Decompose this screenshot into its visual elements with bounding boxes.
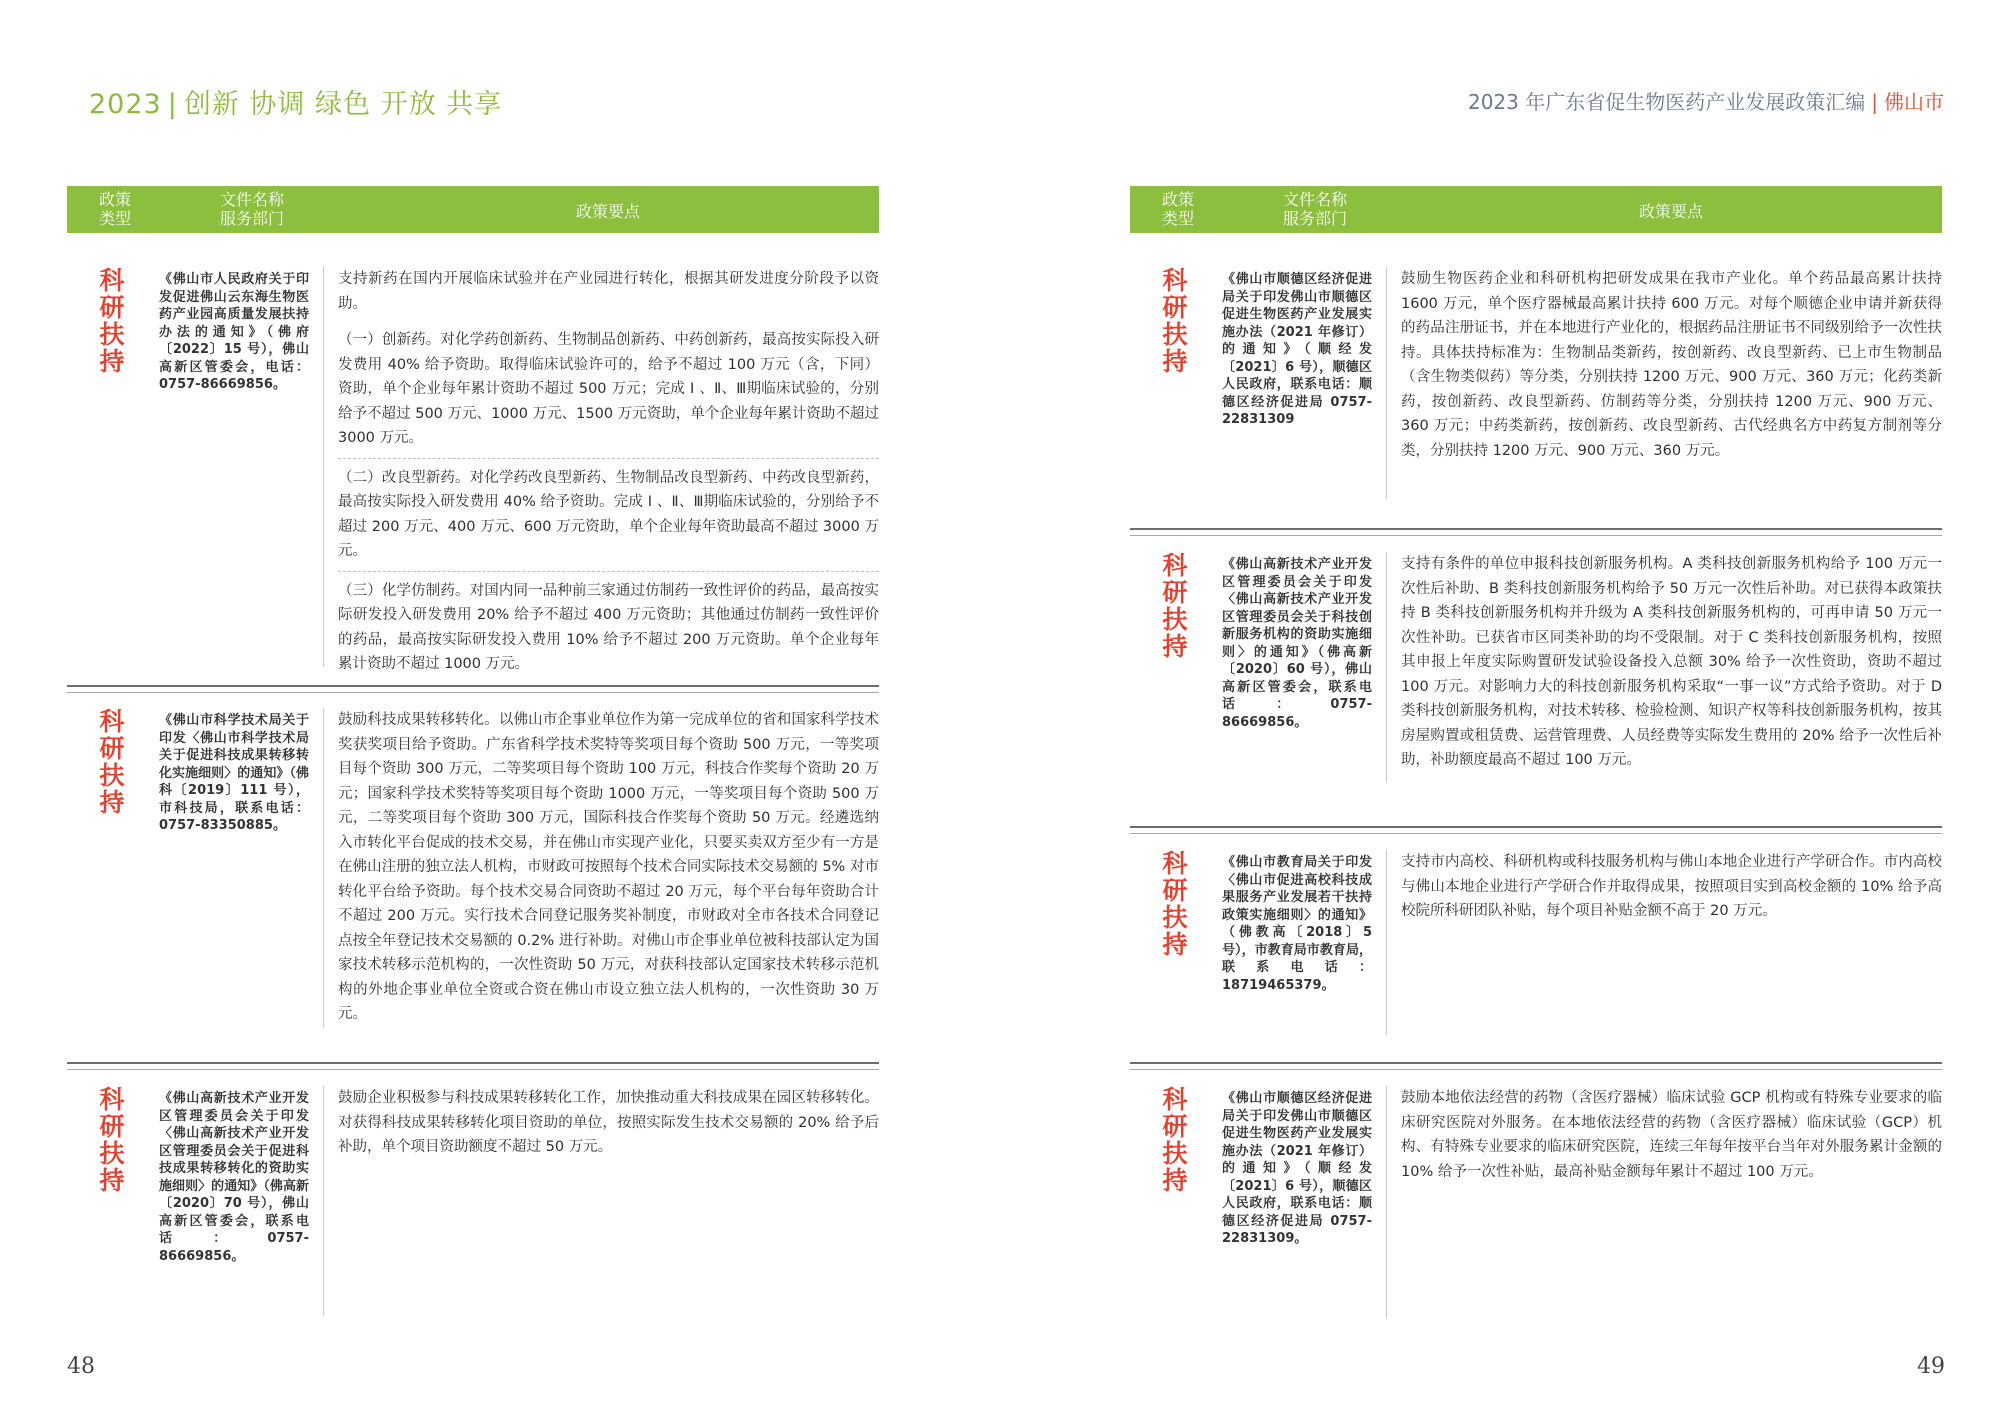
header-slogan: 创新 协调 绿色 开放 共享 xyxy=(183,89,503,120)
policy-content xyxy=(338,708,879,1027)
document-name: 《佛山市教育局关于印发〈佛山市促进高校科技成果服务产业发展若干扶持政策实施细则〉的通知》（佛教高〔2018〕5 号），市教育局市教育局，联系电话：18719465379。 xyxy=(1222,855,1372,993)
row-divider xyxy=(1130,528,1942,536)
column-divider xyxy=(323,1086,324,1316)
header-right xyxy=(1468,86,1944,115)
document-name: 《佛山高新技术产业开发区管理委员会关于印发〈佛山高新技术产业开发区管理委员会关于促进科技成果转移转化的资助实施细则〉的通知》（佛高新〔2020〕70 号），佛山高新区管委会，联系电话：0757-86669856。 xyxy=(159,1091,309,1264)
header-document-name: 文件名称 服务部门 xyxy=(219,190,284,228)
column-divider xyxy=(1386,552,1387,782)
policy-paragraph: 支持市内高校、科研机构或科技服务机构与佛山本地企业进行产学研合作。市内高校与佛山本地企业进行产学研合作并取得成果，按照项目实到高校金额的 10% 给予高校院所科研团队补贴，每个项目补贴金额不高于 20 万元。 xyxy=(1401,854,1942,919)
policy-content xyxy=(1401,552,1942,773)
policy-content xyxy=(1401,267,1942,463)
header-policy-type: 政策 类型 xyxy=(1161,190,1194,228)
header-document-name: 文件名称 服务部门 xyxy=(1282,190,1347,228)
row-divider xyxy=(1130,1062,1942,1070)
policy-content xyxy=(1401,1086,1942,1184)
header-policy-type: 政策 类型 xyxy=(98,190,131,228)
table-row xyxy=(67,707,879,1022)
table-header xyxy=(67,186,879,233)
header-policy-points: 政策要点 xyxy=(575,202,640,221)
policy-paragraph: 支持新药在国内开展临床试验并在产业园进行转化，根据其研发进度分阶段予以资助。 xyxy=(338,271,879,312)
table-row xyxy=(1130,850,1942,1040)
policy-paragraph: 支持有条件的单位申报科技创新服务机构。A 类科技创新服务机构给予 100 万元一次性后补助、B 类科技创新服务机构给予 50 万元一次性后补助。对已获得本政策扶持 B 类科技创新服务机构并升级为 A 类科技创新服务机构的，可再申请 50 万元一次性补助。已获省市区同类补助的均不受限制。对于 C 类科技创新服务机构，按照其申报上年度实际购置研发试验设备投入总额 30% 给予一次性资助，资助不超过 100 万元。对影响力大的科技创新服务机构采取“一事一议”方式给予资助。对于 D 类科技创新服务机构，对技术转移、检验检测、知识产权等科技创新服务机构，按其房屋购置或租赁费、运营管理费、人员经费等实际发生费用的 20% 给予一次性后补助，补助额度最高不超过 100 万元。 xyxy=(1401,556,1942,768)
column-divider xyxy=(323,267,324,667)
header-separator: | xyxy=(167,89,178,120)
policy-table-right xyxy=(1130,186,1942,1246)
policy-paragraph: （三）化学仿制药。对国内同一品种前三家通过仿制药一致性评价的药品，最高按实际研发投入研发费用 20% 给予不超过 400 万元资助；其他通过仿制药一致性评价的药品，最高按实际研发投入费用 10% 给予不超过 200 万元资助。单个企业每年累计资助不超过 1000 万元。 xyxy=(338,571,879,677)
policy-type-label: 科研扶持 xyxy=(99,1085,125,1195)
row-divider xyxy=(67,1062,879,1070)
policy-paragraph: 鼓励本地依法经营的药物（含医疗器械）临床试验 GCP 机构或有特殊专业要求的临床研究医院对外服务。在本地依法经营的药物（含医疗器械）临床试验（GCP）机构、有特殊专业要求的临床研究医院，连续三年每年按平台当年对外服务累计金额的 10% 给予一次性补贴，最高补贴金额每年累计不超过 100 万元。 xyxy=(1401,1090,1942,1180)
document-name: 《佛山市顺德区经济促进局关于印发佛山市顺德区促进生物医药产业发展实施办法（2021 年修订）的通知》（顺经发〔2021〕6 号），顺德区人民政府，联系电话：顺德区经济促进局 0757-22831309 xyxy=(1222,272,1372,427)
policy-paragraph: 鼓励企业积极参与科技成果转移转化工作，加快推动重大科技成果在园区转移转化。对获得科技成果转移转化项目资助的单位，按照实际发生技术交易额的 20% 给予后补助，单个项目资助额度不超过 50 万元。 xyxy=(338,1090,879,1155)
policy-type-label: 科研扶持 xyxy=(1162,1085,1188,1195)
policy-paragraph: 鼓励科技成果转移转化。以佛山市企事业单位作为第一完成单位的省和国家科学技术奖获奖项目给予资助。广东省科学技术奖特等奖项目每个资助 500 万元，一等奖项目每个资助 300 万元，二等奖项目每个资助 100 万元，科技合作奖每个资助 20 万元；国家科学技术奖特等奖项目每个资助 1000 万元，一等奖项目每个资助 500 万元，二等奖项目每个资助 300 万元，国际科技合作奖每个资助 50 万元。经遴选纳入市转化平台促成的技术交易，并在佛山市实现产业化，只要买卖双方至少有一方是在佛山注册的独立法人机构，市财政可按照每个技术合同实际技术交易额的 5% 对市转化平台给予资助。每个技术交易合同资助不超过 20 万元，每个平台每年资助合计不超过 200 万元。实行技术合同登记服务奖补制度，市财政对全市各技术合同登记点按全年登记技术交易额的 0.2% 进行补助。对佛山市企事业单位被科技部认定为国家技术转移示范机构的，一次性资助 50 万元，对获科技部认定国家技术转移示范机构的外地企事业单位全资或合资在佛山市设立独立法人机构的，一次性资助 30 万元。 xyxy=(338,712,879,1022)
policy-type-label: 科研扶持 xyxy=(99,707,125,817)
column-divider xyxy=(1386,1086,1387,1318)
policy-paragraph: （一）创新药。对化学药创新药、生物制品创新药、中药创新药，最高按实际投入研发费用 40% 给予资助。取得临床试验许可的，给予不超过 100 万元（含，下同）资助，单个企业每年累计资助不超过 500 万元；完成 Ⅰ 、Ⅱ、Ⅲ期临床试验的，分别给予不超过 500 万元、1000 万元、1500 万元资助，单个企业每年累计资助不超过 3000 万元。 xyxy=(338,332,879,446)
header-publication-title: 2023 年广东省促生物医药产业发展政策汇编 xyxy=(1467,90,1866,114)
header-year: 2023 xyxy=(89,89,162,120)
policy-table-left xyxy=(67,186,879,1264)
column-divider xyxy=(1386,850,1387,1035)
document-name: 《佛山市科学技术局关于印发〈佛山市科学技术局关于促进科技成果转移转化实施细则〉的通知》（佛科〔2019〕111 号），市科技局，联系电话：0757-83350885。 xyxy=(159,713,309,833)
policy-paragraph: （二）改良型新药。对化学药改良型新药、生物制品改良型新药、中药改良型新药，最高按实际投入研发费用 40% 给予资助。完成 Ⅰ 、Ⅱ、Ⅲ期临床试验的，分别给予不超过 200 万元、400 万元、600 万元资助，单个企业每年资助最高不超过 3000 万元。 xyxy=(338,458,879,564)
policy-type-label: 科研扶持 xyxy=(1162,551,1188,661)
table-row xyxy=(1130,1086,1942,1326)
policy-type-label: 科研扶持 xyxy=(1162,266,1188,376)
document-name: 《佛山高新技术产业开发区管理委员会关于印发〈佛山高新技术产业开发区管理委员会关于科技创新服务机构的资助实施细则〉的通知》（佛高新〔2020〕60 号），佛山高新区管委会，联系电话：0757-86669856。 xyxy=(1222,557,1372,730)
document-name: 《佛山市顺德区经济促进局关于印发佛山市顺德区促进生物医药产业发展实施办法（2021 年修订）的通知》（顺经发〔2021〕6 号），顺德区人民政府，联系电话：顺德区经济促进局 0757-22831309。 xyxy=(1222,1091,1372,1246)
table-row xyxy=(1130,552,1942,792)
policy-type-label: 科研扶持 xyxy=(1162,849,1188,959)
policy-paragraph: 鼓励生物医药企业和科研机构把研发成果在我市产业化。单个药品最高累计扶持 1600 万元，单个医疗器械最高累计扶持 600 万元。对每个顺德企业申请并新获得的药品注册证书，并在本地进行产业化的，根据药品注册证书不同级别给予一次性扶持。具体扶持标准为：生物制品类新药，按创新药、改良型新药、已上市生物制品（含生物类似药）等分类，分别扶持 1200 万元、900 万元、360 万元；化药类新药，按创新药、改良型新药、仿制药等分类，分别扶持 1200 万元、900 万元、360 万元；中药类新药，按创新药、改良型新药、古代经典名方中药复方制剂等分类，分别扶持 1200 万元、900 万元、360 万元。 xyxy=(1401,271,1942,459)
document-name: 《佛山市人民政府关于印发促进佛山云东海生物医药产业园高质量发展扶持办法的通知》（佛府〔2022〕15 号），佛山高新区管委会，电话：0757-86669856。 xyxy=(159,272,309,392)
column-divider xyxy=(323,708,324,1028)
header-separator: | xyxy=(1871,90,1878,114)
header-left xyxy=(89,82,502,121)
row-divider xyxy=(1130,826,1942,834)
table-row xyxy=(67,1086,879,1326)
page-number-right: 49 xyxy=(1917,1354,1945,1379)
table-header xyxy=(1130,186,1942,233)
policy-content xyxy=(338,1086,879,1160)
column-divider xyxy=(1386,267,1387,499)
table-row xyxy=(1130,267,1942,497)
header-city: 佛山市 xyxy=(1884,90,1944,114)
page-number-left: 48 xyxy=(67,1354,95,1379)
policy-content xyxy=(1401,850,1942,924)
policy-type-label: 科研扶持 xyxy=(99,266,125,376)
header-policy-points: 政策要点 xyxy=(1638,202,1703,221)
page-right xyxy=(1000,0,2000,1419)
policy-content xyxy=(338,267,879,677)
row-divider xyxy=(67,685,879,693)
